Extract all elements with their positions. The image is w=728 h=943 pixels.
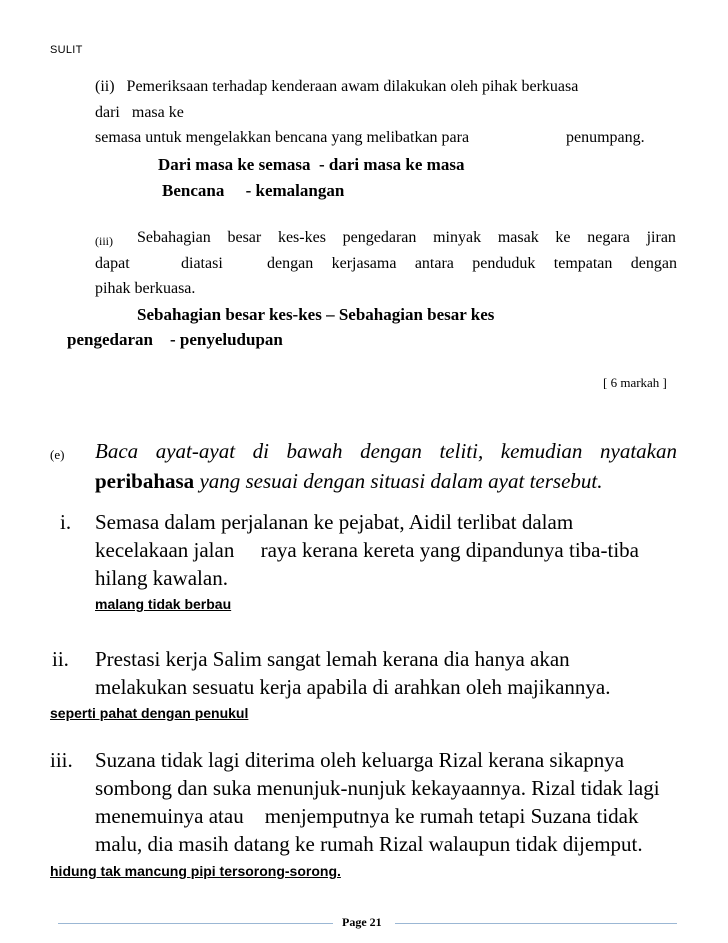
item-iii-line3: pihak berkuasa. <box>95 280 196 297</box>
item-i-answer: malang tidak berbau <box>95 596 232 612</box>
item-i-line2: kecelakaan jalan raya kerana kereta yang dipandunya tiba-tiba <box>95 538 639 562</box>
item-ii-correction2: Bencana - kemalangan <box>162 181 345 200</box>
part-e-instruction-line1: Baca ayat-ayat di bawah dengan teliti, kemudian nyatakan <box>95 439 677 463</box>
item-iii-answer: hidung tak mancung pipi tersorong-sorong. <box>50 863 341 879</box>
item-i-line1: Semasa dalam perjalanan ke pejabat, Aidil terlibat dalam <box>95 510 574 534</box>
item-iii-numeral: (iii) <box>95 234 113 248</box>
item-iii-e-numeral: iii. <box>50 748 73 772</box>
item-iii-correction2: pengedaran - penyeludupan <box>67 330 283 349</box>
item-ii-correction1: Dari masa ke semasa - dari masa ke masa <box>158 155 465 174</box>
footer-rule-left <box>58 923 333 924</box>
item-ii-line3a: semasa untuk mengelakkan bencana yang melibatkan para <box>95 129 470 146</box>
item-i-line3: hilang kawalan. <box>95 566 228 590</box>
marks-label: [ 6 markah ] <box>603 375 667 390</box>
item-i-numeral: i. <box>60 510 72 534</box>
item-ii-answer: seperti pahat dengan penukul <box>50 705 249 721</box>
part-e-instruction-line2: peribahasa yang sesuai dengan situasi dalam ayat tersebut. <box>95 469 603 493</box>
item-iii-correction1: Sebahagian besar kes-kes – Sebahagian besar kes <box>137 305 495 324</box>
item-ii-e-line2: melakukan sesuatu kerja apabila di arahkan oleh majikannya. <box>95 675 611 699</box>
item-ii-line3b: penumpang. <box>566 129 645 146</box>
item-ii-line2: dari masa ke <box>95 104 184 121</box>
item-ii-numeral: ii. <box>52 647 69 671</box>
item-iii-line2-w3: dengan kerjasama antara penduduk tempatan dengan <box>267 255 677 272</box>
peribahasa-keyword: peribahasa <box>95 469 195 493</box>
item-iii-e-line1: Suzana tidak lagi diterima oleh keluarga Rizal kerana sikapnya <box>95 748 625 772</box>
item-ii-e-line1: Prestasi kerja Salim sangat lemah kerana dia hanya akan <box>95 647 570 671</box>
item-ii-line1: (ii) Pemeriksaan terhadap kenderaan awam dilakukan oleh pihak berkuasa <box>95 78 579 95</box>
item-iii-e-line3: menemuinya atau menjemputnya ke rumah tetapi Suzana tidak <box>95 804 639 828</box>
part-e-label: (e) <box>50 447 65 462</box>
item-iii-e-line2: sombong dan suka menunjuk-nunjuk kekayaannya. Rizal tidak lagi <box>95 776 660 800</box>
header-label: SULIT <box>50 44 83 56</box>
item-iii-line2-w2: diatasi <box>181 255 223 272</box>
item-iii-line2-w1: dapat <box>95 255 130 272</box>
item-iii-line1: Sebahagian besar kes-kes pengedaran minyak masak ke negara jiran <box>137 229 676 246</box>
footer-page-label: Page 21 <box>342 915 382 929</box>
footer-rule-right <box>395 923 677 924</box>
item-iii-e-line4: malu, dia masih datang ke rumah Rizal walaupun tidak dijemput. <box>95 832 643 856</box>
